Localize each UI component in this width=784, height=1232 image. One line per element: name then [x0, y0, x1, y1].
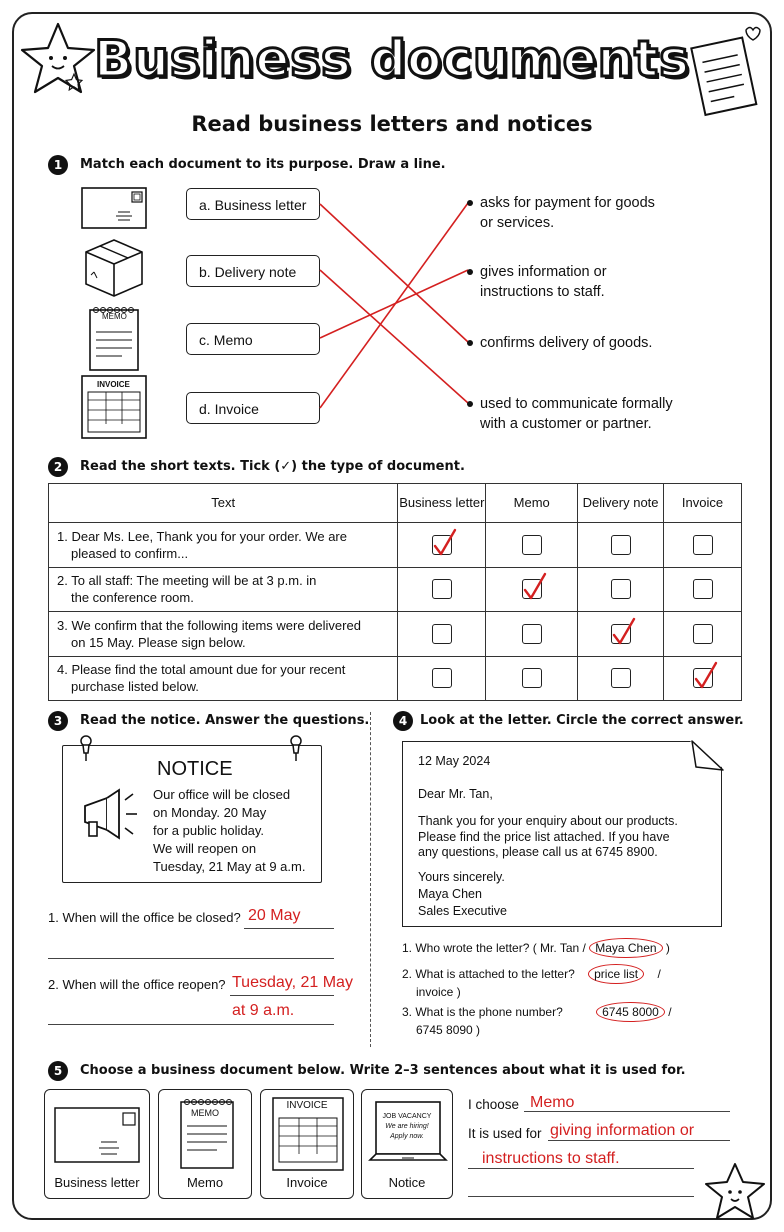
checkbox[interactable] — [693, 579, 713, 599]
tick-cell — [664, 612, 742, 657]
answer-line — [524, 1111, 730, 1112]
red-tick-mark — [431, 528, 459, 558]
purpose-payment: asks for payment for goods or services. — [480, 193, 720, 233]
checkbox[interactable] — [522, 624, 542, 644]
q3-answer-2-line1: Tuesday, 21 May — [232, 974, 353, 991]
question-number-2: 2 — [48, 457, 68, 477]
megaphone-icon — [77, 786, 141, 842]
card-invoice[interactable] — [260, 1089, 354, 1199]
checkbox[interactable] — [522, 579, 542, 599]
answer-line — [468, 1196, 694, 1197]
header-business-letter: Business letter — [398, 484, 486, 523]
tick-cell — [664, 656, 742, 701]
label-memo: c. Memo — [186, 323, 320, 355]
header-delivery-note: Delivery note — [578, 484, 664, 523]
letter-body: Thank you for your enquiry about our products. Please find the price list attached. If you have any questions, please call us at 6745 8900. — [418, 814, 678, 859]
q3-answer-1: 20 May — [248, 907, 301, 924]
tick-cell — [486, 612, 578, 657]
tick-cell — [398, 656, 486, 701]
answer-line — [48, 1024, 334, 1025]
tick-cell — [578, 656, 664, 701]
match-line-c — [320, 270, 468, 338]
choose-answer: Memo — [530, 1094, 575, 1111]
table-row — [49, 612, 742, 657]
tick-cell — [486, 656, 578, 701]
page-subtitle: Read business letters and notices — [191, 112, 593, 136]
red-tick-mark — [610, 617, 638, 647]
tick-cell — [578, 612, 664, 657]
letter-greeting: Dear Mr. Tan, — [418, 787, 493, 801]
header-memo: Memo — [486, 484, 578, 523]
checkbox[interactable] — [693, 535, 713, 555]
checkbox[interactable] — [522, 535, 542, 555]
purpose-delivery: confirms delivery of goods. — [480, 333, 720, 353]
checkbox[interactable] — [611, 624, 631, 644]
question-number-1: 1 — [48, 155, 68, 175]
answer-line — [48, 958, 334, 959]
label-delivery-note: b. Delivery note — [186, 255, 320, 287]
row-text: 1. Dear Ms. Lee, Thank you for your order. We are pleased to confirm... — [49, 523, 398, 568]
tick-cell — [398, 612, 486, 657]
purpose-staff-info: gives information or instructions to staff. — [480, 262, 720, 302]
tick-cell — [398, 523, 486, 568]
circled-answer[interactable]: 6745 8000 — [596, 1002, 665, 1022]
used-for-answer-2: instructions to staff. — [482, 1150, 620, 1167]
question-5-instruction: Choose a business document below. Write 2–3 sentences about what it is used for. — [80, 1063, 686, 1078]
label-invoice: d. Invoice — [186, 392, 320, 424]
q3-question-1: 1. When will the office be closed? — [48, 910, 241, 925]
card-label: Memo — [186, 1175, 224, 1190]
q3-question-2: 2. When will the office reopen? — [48, 977, 226, 992]
match-line-a — [320, 204, 468, 342]
used-for-label: It is used for — [468, 1126, 542, 1141]
q4-question-2: 2. What is attached to the letter? price list / invoice ) — [402, 964, 661, 1000]
question-2-instruction: Read the short texts. Tick (✓) the type of document. — [80, 459, 465, 474]
checkbox[interactable] — [611, 668, 631, 688]
envelope-icon — [53, 1104, 143, 1166]
invoice-icon-label: INVOICE — [97, 380, 130, 389]
q4-question-3: 3. What is the phone number? 6745 8000 / 6745 8090 ) — [402, 1002, 672, 1038]
invoice-card-title: INVOICE — [286, 1100, 328, 1111]
checkbox[interactable] — [432, 535, 452, 555]
question-3-instruction: Read the notice. Answer the questions. — [80, 713, 370, 728]
row-text: 4. Please find the total amount due for your recent purchase listed below. — [49, 656, 398, 701]
match-line-b — [320, 270, 468, 403]
q3-answer-2-line2: at 9 a.m. — [232, 1002, 295, 1019]
answer-line — [230, 995, 334, 996]
answer-line — [244, 928, 334, 929]
match-line-d — [320, 203, 468, 408]
card-label: Business letter — [54, 1175, 140, 1190]
red-tick-mark — [521, 572, 549, 602]
memo-card-title: MEMO — [191, 1108, 219, 1118]
purpose-formal: used to communicate formally with a customer or partner. — [480, 394, 720, 434]
table-row — [49, 656, 742, 701]
notice-title: NOTICE — [157, 758, 233, 780]
circled-answer[interactable]: Maya Chen — [589, 938, 662, 958]
checkbox[interactable] — [522, 668, 542, 688]
tick-cell — [664, 567, 742, 612]
checkbox[interactable] — [611, 535, 631, 555]
memo-icon-label: MEMO — [102, 312, 127, 321]
used-for-answer-1: giving information or — [550, 1122, 695, 1139]
question-1-instruction: Match each document to its purpose. Draw a line. — [80, 157, 446, 172]
red-tick-mark — [692, 661, 720, 691]
row-text: 2. To all staff: The meeting will be at 3 p.m. in the conference room. — [49, 567, 398, 612]
checkbox[interactable] — [693, 624, 713, 644]
job-vacancy-screen: JOB VACANCY We are hiring! Apply now. — [382, 1113, 432, 1140]
pushpin-icons — [70, 733, 332, 763]
header-invoice: Invoice — [664, 484, 742, 523]
checkbox[interactable] — [432, 624, 452, 644]
checkbox[interactable] — [693, 668, 713, 688]
circled-answer[interactable]: price list — [588, 964, 644, 984]
answer-line — [468, 1168, 694, 1169]
tick-cell — [578, 523, 664, 568]
card-label: Invoice — [286, 1175, 328, 1190]
checkbox[interactable] — [611, 579, 631, 599]
letter-date: 12 May 2024 — [418, 754, 491, 768]
checkbox[interactable] — [432, 579, 452, 599]
checkbox[interactable] — [432, 668, 452, 688]
row-text: 3. We confirm that the following items were delivered on 15 May. Please sign below. — [49, 612, 398, 657]
card-business-letter[interactable] — [44, 1089, 150, 1199]
header-text: Text — [49, 484, 398, 523]
question-number-4: 4 — [393, 711, 413, 731]
tick-table — [48, 483, 742, 701]
q4-question-1: 1. Who wrote the letter? ( Mr. Tan / Maya Chen ) — [402, 938, 670, 958]
table-row — [49, 567, 742, 612]
letter-signature: Yours sincerely. Maya Chen Sales Executive — [418, 870, 507, 918]
question-4-instruction: Look at the letter. Circle the correct answer. — [420, 713, 744, 728]
tick-cell — [664, 523, 742, 568]
tick-cell — [578, 567, 664, 612]
card-label: Notice — [388, 1175, 426, 1190]
table-row — [49, 523, 742, 568]
question-number-3: 3 — [48, 711, 68, 731]
notice-body: Our office will be closed on Monday. 20 May for a public holiday. We will reopen on Tuesday, 21 May at 9 a.m. — [153, 787, 306, 874]
page-title: Business documents — [94, 30, 690, 88]
notice-board — [62, 745, 322, 883]
choose-label: I choose — [468, 1097, 520, 1112]
tick-cell — [398, 567, 486, 612]
tick-cell — [486, 567, 578, 612]
page-fold-icon — [690, 739, 726, 775]
question-number-5: 5 — [48, 1061, 68, 1081]
section-divider — [370, 712, 371, 1047]
star-mascot-bottom-icon — [700, 1160, 770, 1222]
tick-cell — [486, 523, 578, 568]
label-business-letter: a. Business letter — [186, 188, 320, 220]
card-memo[interactable] — [158, 1089, 252, 1199]
letter-sheet — [402, 741, 722, 927]
answer-line — [548, 1140, 730, 1141]
card-notice[interactable] — [361, 1089, 453, 1199]
